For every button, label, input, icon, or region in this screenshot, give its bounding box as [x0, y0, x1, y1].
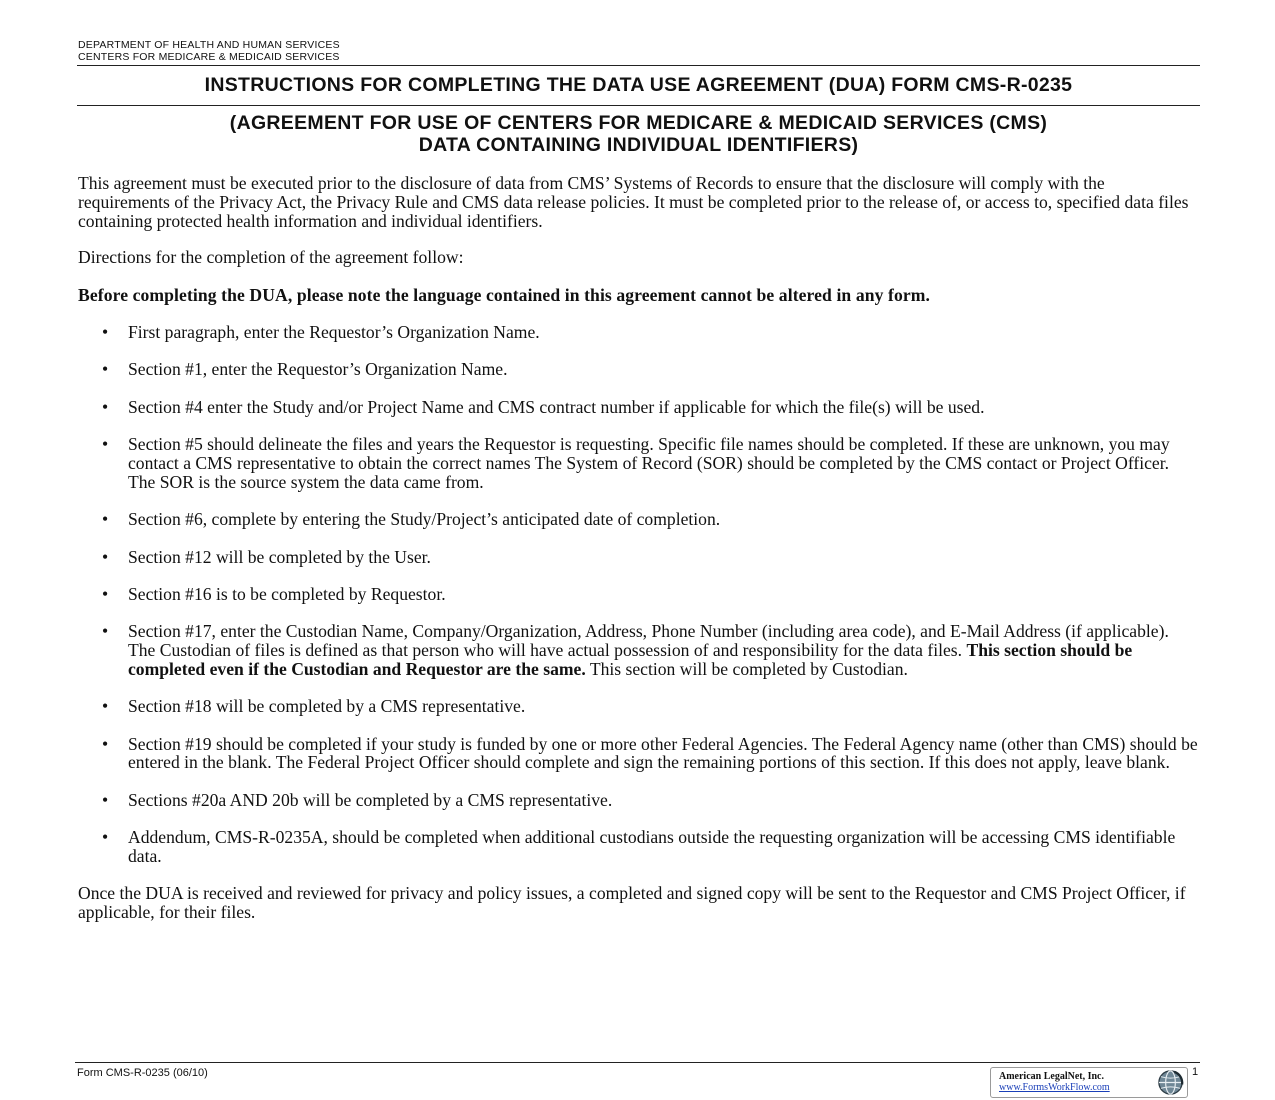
- subtitle-line-1: (AGREEMENT FOR USE OF CENTERS FOR MEDICARE & MEDICAID SERVICES (CMS): [229, 112, 1048, 134]
- bullet-icon: •: [102, 827, 109, 848]
- list-item: [78, 398, 1200, 417]
- page-subtitle: [77, 112, 1200, 156]
- agency-header: [78, 39, 340, 63]
- list-item-text: First paragraph, enter the Requestor’s Organization Name.: [128, 321, 540, 342]
- bullet-icon: •: [102, 621, 109, 642]
- list-item-text: Section #6, complete by entering the Study/Project’s anticipated date of completion.: [128, 509, 721, 530]
- publisher-badge[interactable]: [990, 1067, 1188, 1098]
- list-item: [78, 697, 1200, 716]
- list-item-text: Section #16 is to be completed by Requestor.: [128, 583, 446, 604]
- list-item-text: Section #18 will be completed by a CMS representative.: [128, 696, 526, 717]
- section-17-emphasis: This section should be completed even if the Custodian and Requestor are the same.: [128, 640, 1133, 679]
- bullet-icon: •: [102, 733, 109, 754]
- subtitle-line-2: DATA CONTAINING INDIVIDUAL IDENTIFIERS): [418, 134, 859, 156]
- list-item: [78, 791, 1200, 810]
- globe-icon: [1157, 1069, 1184, 1096]
- instructions-body: [78, 174, 1200, 922]
- list-item-text: Section #5 should delineate the files and years the Requestor is requesting. Specific file names should be completed. If these are unknown, you may contact a CMS representative to obtain the correct names The System of Record (SOR) should be completed by the CMS contact or Project Officer. The SOR is the source system the data came from.: [128, 434, 1170, 492]
- section-17-text: Section #17, enter the Custodian Name, Company/Organization, Address, Phone Number (including area code), and E-Mail Address (if applicable). The Custodian of files is defined as that person who will have actual possession of and responsibility for the data files.: [128, 621, 1169, 661]
- directions-paragraph: Directions for the completion of the agreement follow:: [78, 247, 464, 268]
- bullet-icon: •: [102, 696, 109, 717]
- closing-paragraph: Once the DUA is received and reviewed for privacy and policy issues, a completed and signed copy will be sent to the Requestor and CMS Project Officer, if applicable, for their files.: [78, 883, 1186, 923]
- list-item-text: Addendum, CMS-R-0235A, should be completed when additional custodians outside the requesting organization will be accessing CMS identifiable data.: [128, 827, 1176, 867]
- bullet-icon: •: [102, 434, 109, 455]
- note-paragraph: Before completing the DUA, please note the language contained in this agreement cannot be altered in any form.: [78, 285, 931, 306]
- page-number: 1: [1192, 1066, 1199, 1078]
- list-item: [78, 548, 1200, 567]
- list-item: [78, 510, 1200, 529]
- form-number: Form CMS-R-0235 (06/10): [77, 1067, 208, 1079]
- list-item-text: Section #4 enter the Study and/or Project Name and CMS contract number if applicable for which the file(s) will be used.: [128, 396, 985, 417]
- list-item-text: Section #1, enter the Requestor’s Organization Name.: [128, 359, 508, 380]
- list-item: [78, 828, 1200, 866]
- list-item: [78, 735, 1200, 773]
- list-item-text: Section #12 will be completed by the User.: [128, 546, 431, 567]
- list-item-section-17: [78, 622, 1200, 678]
- publisher-name: American LegalNet, Inc.: [999, 1071, 1104, 1082]
- list-item: [78, 585, 1200, 604]
- bullet-icon: •: [102, 789, 109, 810]
- intro-paragraph: This agreement must be executed prior to the disclosure of data from CMS’ Systems of Records to ensure that the disclosure will comply with the requirements of the Privacy Act, the Privacy Rule and CMS data release policies. It must be completed prior to the release of, or access to, specified data files containing protected health information and individual identifiers.: [78, 173, 1189, 231]
- agency-line-2: CENTERS FOR MEDICARE & MEDICAID SERVICES: [78, 51, 340, 63]
- list-item-text: Section #19 should be completed if your study is funded by one or more other Federal Agencies. The Federal Agency name (other than CMS) should be entered in the blank. The Federal Project Officer should complete and sign the remaining portions of this section. If this does not apply, leave blank.: [128, 733, 1198, 773]
- list-item-text: Sections #20a AND 20b will be completed by a CMS representative.: [128, 789, 613, 810]
- bullet-icon: •: [102, 509, 109, 530]
- agency-line-1: DEPARTMENT OF HEALTH AND HUMAN SERVICES: [78, 39, 340, 51]
- bullet-icon: •: [102, 359, 109, 380]
- publisher-link[interactable]: www.FormsWorkFlow.com: [999, 1082, 1110, 1093]
- instruction-list: [78, 323, 1200, 866]
- top-divider: [77, 65, 1200, 66]
- bullet-icon: •: [102, 583, 109, 604]
- list-item: [78, 435, 1200, 491]
- page-title: INSTRUCTIONS FOR COMPLETING THE DATA USE AGREEMENT (DUA) FORM CMS-R-0235: [204, 74, 1073, 96]
- bullet-icon: •: [102, 396, 109, 417]
- title-divider: [77, 105, 1200, 106]
- footer-divider: [75, 1062, 1200, 1063]
- bullet-icon: •: [102, 321, 109, 342]
- section-17-tail: This section will be completed by Custodian.: [585, 658, 908, 679]
- list-item: [78, 323, 1200, 342]
- list-item: [78, 360, 1200, 379]
- bullet-icon: •: [102, 546, 109, 567]
